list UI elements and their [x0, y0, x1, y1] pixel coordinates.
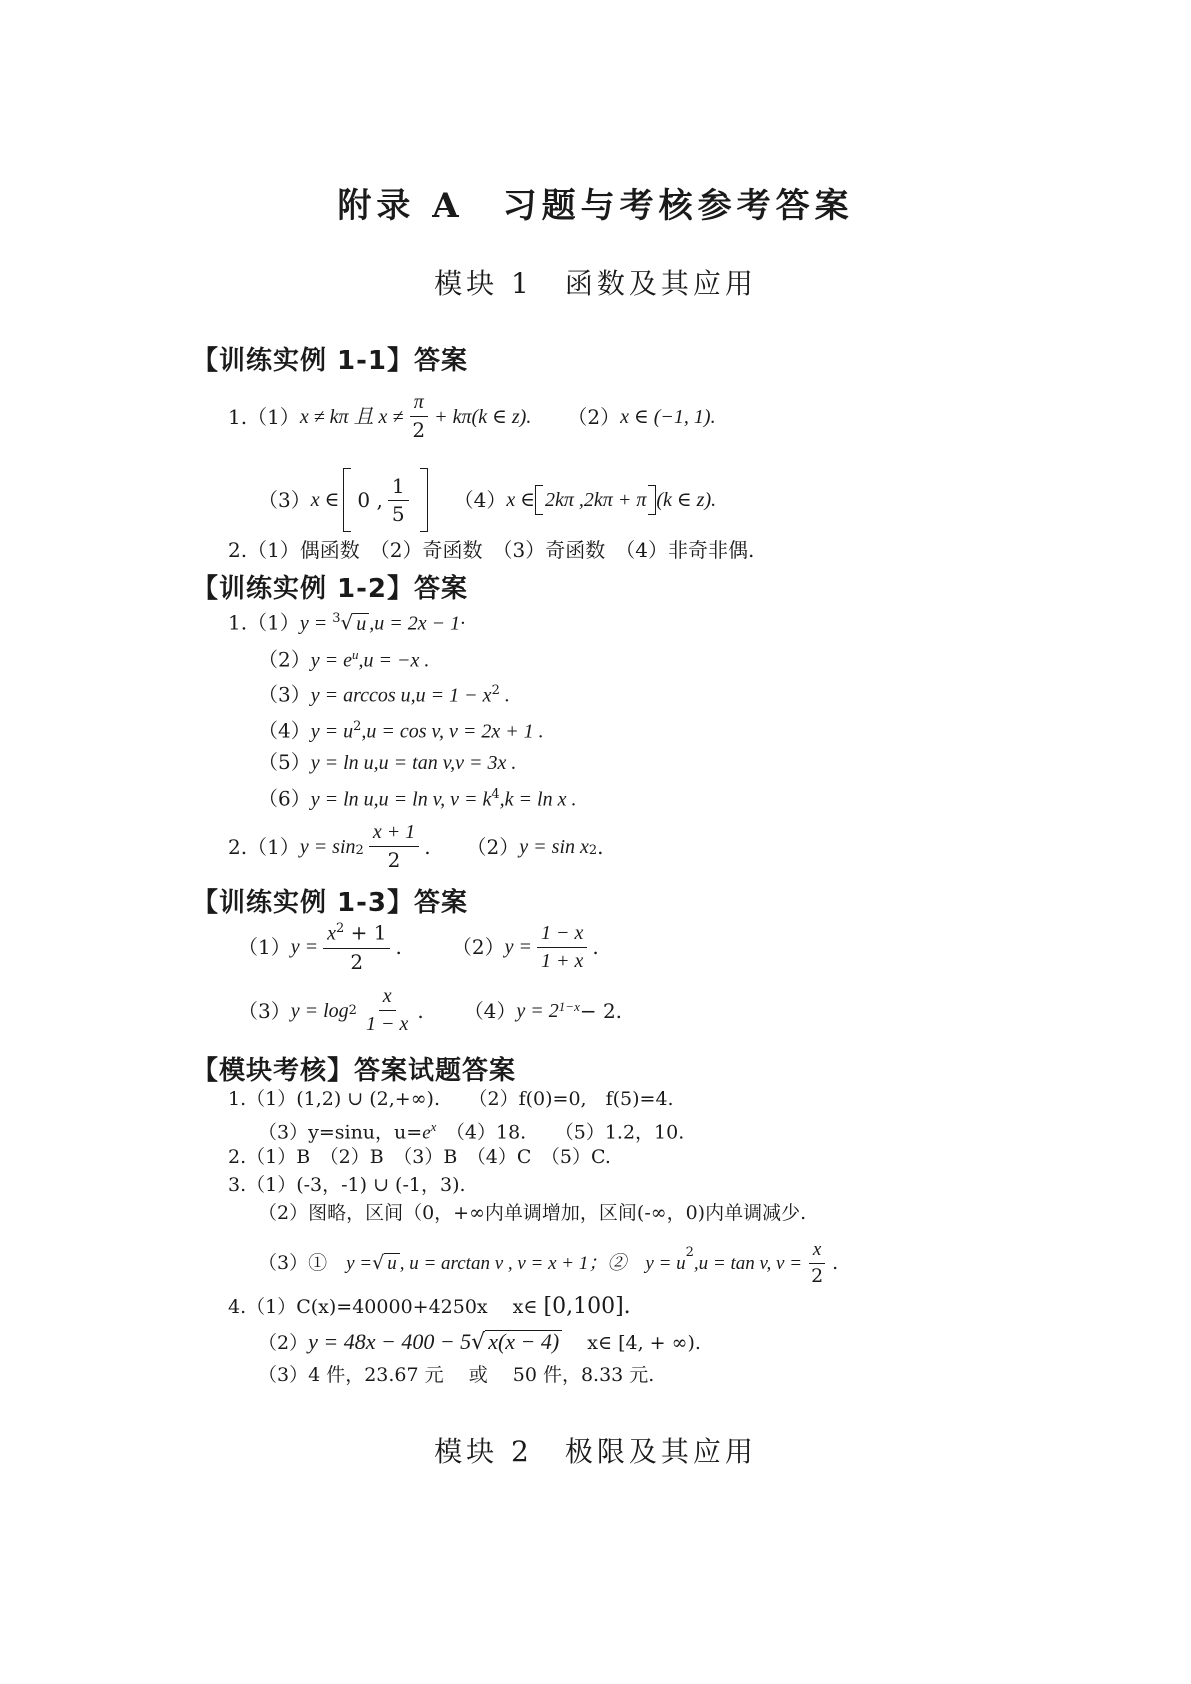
- math-expression: ,u = −x .: [358, 649, 430, 672]
- section-heading-assessment: 【模块考核】答案试题答案: [192, 1056, 517, 1086]
- assessment-line-5: （2）图略，区间（0，+∞内单调增加，区间(-∞，0)内单调减少.: [258, 1202, 807, 1224]
- item-number: （3）: [238, 998, 291, 1023]
- right-bracket: [648, 485, 656, 515]
- exponent: 2: [588, 843, 598, 858]
- answer-1-2-line-7: [228, 822, 604, 871]
- assessment-line-3: 2.（1）B （2）B （3）B （4）C （5）C.: [228, 1146, 611, 1168]
- numerator-variable: x: [327, 922, 336, 945]
- item-number: 1.（1）: [228, 404, 300, 429]
- answer-1-1-line-3: 2.（1）偶函数 （2）奇函数 （3）奇函数 （4）非奇非偶.: [228, 538, 755, 562]
- math-expression: x ∈ (−1, 1).: [620, 405, 716, 428]
- log-base: 2: [348, 1003, 357, 1018]
- section-heading-1-3: 【训练实例 1-3】答案: [192, 888, 469, 918]
- assessment-line-1: 1.（1）(1,2) ∪ (2,+∞). （2）f(0)=0, f(5)=4.: [228, 1088, 674, 1110]
- math-expression: .: [417, 998, 424, 1023]
- radicand: x(x − 4): [485, 1330, 562, 1353]
- page-title: 附录 A 习题与考核参考答案: [337, 186, 854, 226]
- fraction-denominator: 1 + x: [540, 949, 584, 972]
- fraction: [369, 822, 419, 871]
- fraction: [388, 473, 409, 526]
- item-number: （6）: [258, 786, 311, 811]
- math-expression: .: [395, 935, 402, 960]
- fraction-denominator: 2: [412, 418, 426, 442]
- math-expression: + kπ(k ∈ z).: [434, 405, 532, 428]
- answer-1-2-line-1: 1.（1）y = $^3$√ u ,u = 2x − 1·: [228, 610, 466, 635]
- answer-1-2-line-3: [258, 684, 510, 706]
- item-number: （1）: [238, 935, 291, 960]
- math-expression: x ∈: [506, 489, 536, 511]
- math-expression: y = ln u,u = tan v,v = 3x .: [310, 752, 517, 774]
- fraction: [362, 986, 412, 1035]
- item-number: （4）: [258, 718, 311, 743]
- math-expression: ,u = cos v, v = 2x + 1 .: [361, 720, 544, 743]
- math-expression: y = sin x: [519, 835, 589, 858]
- math-expression: ,u = 2x − 1·: [369, 612, 466, 635]
- math-expression: y =: [290, 936, 319, 959]
- item-number: （3）①: [258, 1251, 347, 1274]
- math-expression: .: [597, 834, 604, 859]
- fraction-denominator: 5: [391, 501, 405, 526]
- answer-text: （3）y=sinu，u=: [258, 1121, 423, 1144]
- math-expression: y =: [346, 1252, 373, 1274]
- answer-1-2-line-4: [258, 720, 544, 742]
- exponential-base: e: [422, 1122, 431, 1144]
- item-number: （2）: [567, 404, 621, 429]
- fraction-denominator: 2: [350, 949, 364, 974]
- math-expression: x ≠ kπ 且 x ≠: [299, 405, 404, 428]
- item-number: （5）: [258, 750, 311, 774]
- radicand: u: [384, 1253, 400, 1273]
- math-expression: .: [424, 834, 431, 859]
- math-expression: y = 48x − 400 − 5: [308, 1329, 472, 1354]
- module-1-title: 模块 1 函数及其应用: [434, 267, 757, 300]
- math-expression: , u = arctan v , v = x + 1；② y = u: [399, 1252, 686, 1274]
- math-expression: − 2.: [579, 998, 623, 1023]
- assessment-line-8: （2）y = 48x − 400 − 5√ x(x − 4) x∈ [4, + ∞).: [258, 1329, 701, 1355]
- exponent: 2: [336, 921, 345, 936]
- numerator-term: + 1: [344, 920, 387, 945]
- exponent: 2: [353, 719, 362, 734]
- section-heading-1-2: 【训练实例 1-2】答案: [192, 574, 469, 604]
- assessment-line-4: 3.（1）(-3，-1) ∪ (-1，3).: [228, 1174, 466, 1196]
- interval-start: 0 ,: [357, 488, 383, 512]
- fraction: [537, 923, 587, 972]
- math-expression: y = arccos u,u = 1 − x: [310, 684, 492, 707]
- answer-text: （4）18. （5）1.2，10.: [436, 1121, 685, 1144]
- exponent: 1−x: [558, 999, 580, 1014]
- exponent: 2: [685, 1245, 694, 1260]
- math-expression: (k ∈ z).: [656, 489, 717, 511]
- section-heading-1-1: 【训练实例 1-1】答案: [192, 346, 469, 376]
- math-expression: y =: [299, 612, 333, 635]
- fraction-numerator: 1 − x: [537, 923, 587, 948]
- item-number: 1.（1）: [228, 610, 300, 635]
- item-number: （2）: [466, 834, 520, 859]
- fraction-numerator: x: [809, 1240, 825, 1264]
- math-expression: ,k = ln x .: [499, 788, 577, 811]
- item-number: （3）: [258, 488, 311, 512]
- interval-bounds: 2kπ ,2kπ + π: [545, 489, 647, 511]
- answer-1-1-line-2: [258, 468, 716, 532]
- exponent: u: [351, 647, 359, 662]
- item-number: （2）: [451, 935, 505, 960]
- math-expression: .: [592, 935, 599, 960]
- math-expression: y = ln u,u = ln v, v = k: [310, 788, 492, 811]
- root-index: 3: [332, 611, 341, 626]
- left-bracket: [535, 485, 543, 515]
- math-expression: .: [499, 684, 510, 707]
- answer-1-1-line-1: [228, 392, 716, 441]
- answer-1-2-line-5: [258, 752, 516, 773]
- assessment-line-6: （3）① y = √ u , u = arctan v , v = x + 1；② y = u $^2$ ,u = tan v, v = $\frac{x}{2}$ .: [258, 1239, 839, 1287]
- interval: [0,100].: [543, 1294, 631, 1319]
- fraction-numerator: x + 1: [369, 822, 419, 847]
- math-expression: y = log: [290, 999, 349, 1022]
- fraction-denominator: 1 − x: [365, 1013, 409, 1035]
- assessment-line-9: （3）4 件，23.67 元 或 50 件，8.33 元.: [258, 1364, 655, 1386]
- answer-1-2-line-6: [258, 788, 576, 810]
- fraction: [807, 1240, 827, 1287]
- math-expression: y = sin: [299, 835, 356, 858]
- module-2-title: 模块 2 极限及其应用: [434, 1435, 757, 1468]
- fraction: [323, 922, 390, 973]
- math-expression: .: [832, 1251, 839, 1274]
- item-number: 2.（1）: [228, 834, 300, 859]
- item-number: （4）: [453, 488, 507, 512]
- fraction-numerator: 1: [388, 476, 409, 501]
- answer-text: x∈ [4, + ∞).: [562, 1332, 701, 1354]
- math-expression: y = 2: [516, 999, 559, 1022]
- item-number: （4）: [463, 998, 517, 1023]
- fraction-numerator: [323, 922, 390, 949]
- closed-interval: [343, 468, 427, 532]
- item-number: （3）: [258, 682, 311, 707]
- answer-1-3-line-1: [238, 922, 599, 973]
- math-expression: ,u = tan v, v =: [693, 1252, 803, 1274]
- math-expression: y = e: [310, 649, 352, 672]
- radicand: u: [353, 613, 369, 634]
- exponent: 2: [491, 683, 500, 698]
- answer-1-2-line-2: [258, 648, 429, 671]
- math-expression: y =: [504, 936, 532, 959]
- math-expression: x ∈: [310, 489, 340, 511]
- answer-text: 4.（1）C(x)=40000+4250x x∈: [228, 1296, 544, 1318]
- assessment-line-2: [258, 1120, 684, 1142]
- item-number: （2）: [258, 1332, 309, 1354]
- math-expression: y = u: [310, 720, 354, 743]
- fraction-denominator: 2: [387, 848, 401, 872]
- fraction-numerator: x: [379, 986, 396, 1011]
- assessment-line-7: [228, 1296, 631, 1318]
- exponent: 4: [491, 787, 500, 802]
- right-bracket: [420, 468, 428, 532]
- fraction-numerator: π: [410, 392, 428, 417]
- left-bracket: [343, 468, 351, 532]
- fraction: [408, 392, 429, 441]
- fraction-denominator: 2: [811, 1264, 824, 1287]
- answer-1-3-line-2: [238, 986, 622, 1035]
- item-number: （2）: [258, 647, 311, 672]
- exponent: x: [430, 1119, 437, 1134]
- exponent: 2: [355, 843, 364, 858]
